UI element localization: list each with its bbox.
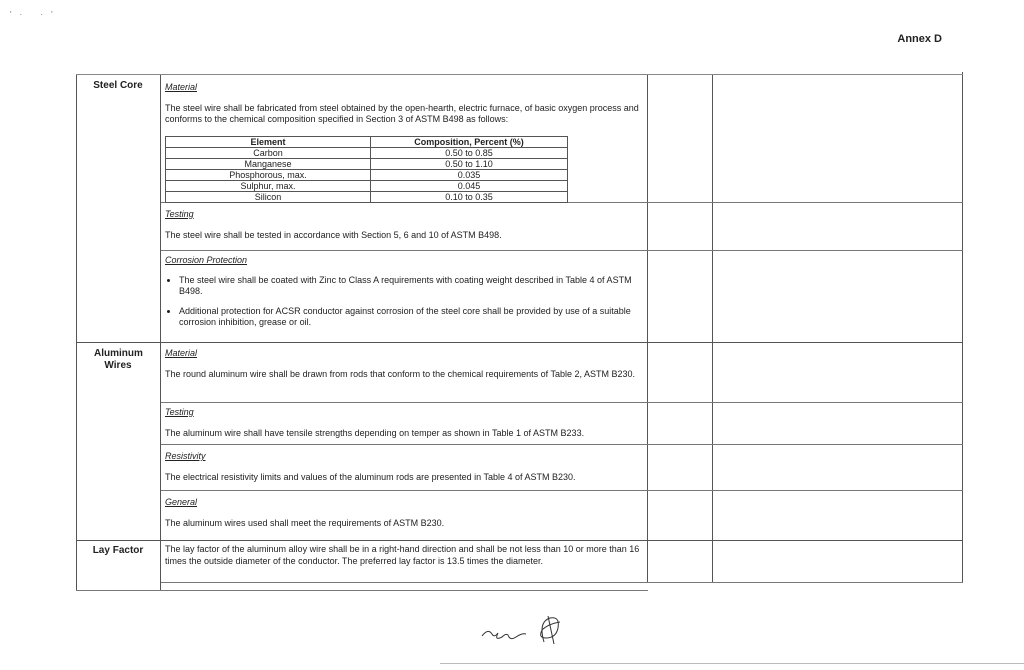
list-item: • The steel wire shall be coated with Zinc to Class A requirements with coating weight described in Table 4 of ASTM B498.	[179, 275, 643, 298]
section-text: The round aluminum wire shall be drawn from rods that conform to the chemical requirements of Table 2, ASTM B230.	[165, 368, 636, 379]
section-text: The steel wire shall be tested in accordance with Section 5, 6 and 10 of ASTM B498.	[165, 229, 502, 240]
section-text: The aluminum wire shall have tensile strengths depending on temper as shown in Table 1 of ASTM B233.	[165, 427, 585, 438]
handwritten-signature	[478, 612, 588, 652]
table-cell: 0.50 to 0.85	[371, 148, 568, 159]
section-text: The steel wire shall be fabricated from steel obtained by the open-hearth, electric furnace, of basic oxygen process and conforms to the chemical composition specified in Section 3 of ASTM B498 as follows:	[165, 102, 639, 124]
table-cell: Phosphorous, max.	[166, 170, 371, 181]
table-row	[166, 181, 568, 192]
section-heading: Resistivity	[165, 451, 206, 461]
table-row	[166, 192, 568, 203]
table-cell: Silicon	[166, 192, 371, 203]
composition-table	[165, 136, 568, 203]
steel-material-section	[165, 82, 643, 126]
aluminum-material-section	[165, 348, 643, 380]
table-cell: Sulphur, max.	[166, 181, 371, 192]
section-heading: General	[165, 497, 198, 507]
aluminum-resistivity-section	[165, 451, 643, 483]
table-row	[166, 159, 568, 170]
list-item: • Additional protection for ACSR conductor against corrosion of the steel core shall be provided by use of a suitable corrosion inhibition, grease or oil.	[179, 306, 643, 329]
table-cell: 0.50 to 1.10	[371, 159, 568, 170]
table-header-row	[166, 137, 568, 148]
lay-factor-section	[165, 544, 643, 567]
row-label-lay-factor: Lay Factor	[92, 545, 144, 556]
table-cell: Manganese	[166, 159, 371, 170]
section-text: The electrical resistivity limits and values of the aluminum rods are presented in Table 4 of ASTM B230.	[165, 471, 576, 482]
table-cell: Carbon	[166, 148, 371, 159]
corrosion-bullet-list	[165, 275, 643, 329]
table-cell: 0.035	[371, 170, 568, 181]
table-cell: 0.045	[371, 181, 568, 192]
section-heading: Material	[165, 82, 198, 92]
aluminum-testing-section	[165, 407, 643, 439]
section-text: The lay factor of the aluminum alloy wire shall be in a right-hand direction and shall be not less than 10 or more than 16 times the outside diameter of the conductor. The preferred lay factor is 13.5 times the diameter.	[165, 544, 640, 566]
bottom-edge-line	[440, 663, 1024, 664]
section-heading: Testing	[165, 407, 194, 417]
steel-testing-section	[165, 209, 643, 241]
section-heading: Material	[165, 348, 198, 358]
steel-corrosion-section	[165, 255, 643, 337]
row-label-aluminum-wires: Aluminum Wires	[94, 348, 143, 371]
table-cell: 0.10 to 0.35	[371, 192, 568, 203]
column-header: Composition, Percent (%)	[371, 137, 568, 148]
annex-label: Annex D	[897, 33, 942, 45]
row-label-steel-core: Steel Core	[93, 80, 143, 91]
aluminum-general-section	[165, 497, 643, 529]
section-text: The aluminum wires used shall meet the requirements of ASTM B230.	[165, 517, 445, 528]
scan-specks: '· ·'	[10, 10, 61, 19]
section-heading: Corrosion Protection	[165, 255, 248, 265]
section-heading: Testing	[165, 209, 194, 219]
table-row	[166, 148, 568, 159]
table-row	[166, 170, 568, 181]
column-header: Element	[166, 137, 371, 148]
